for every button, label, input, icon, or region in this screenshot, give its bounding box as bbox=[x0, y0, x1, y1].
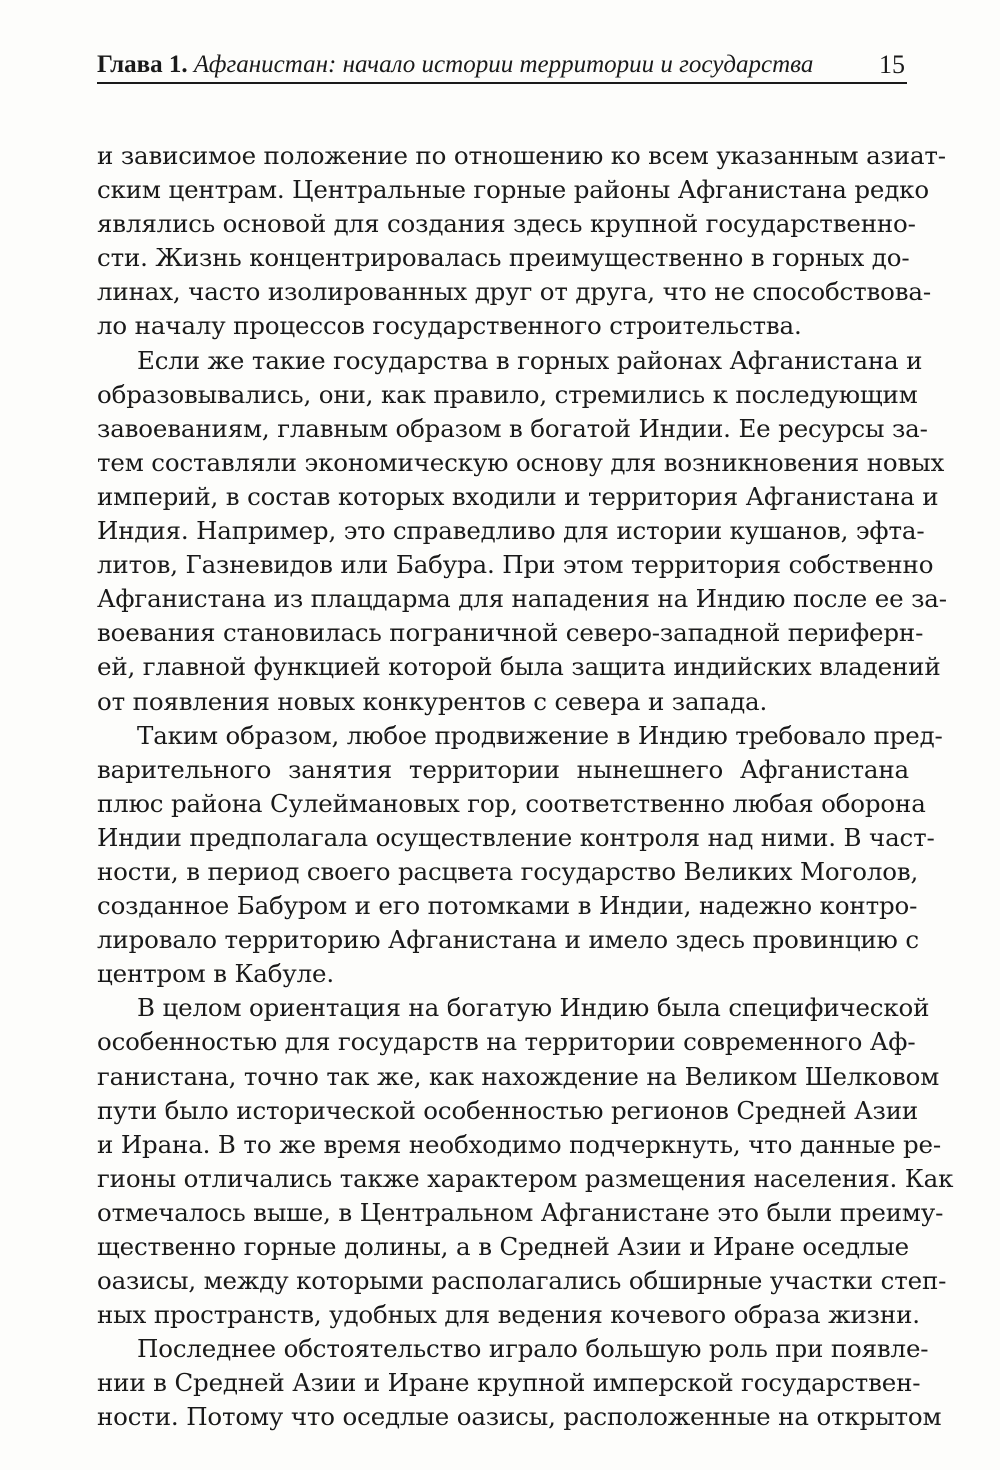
text-line: ей, главной функцией которой была защита индийских владений bbox=[97, 652, 941, 682]
text-line: Индии предполагала осуществление контроля над ними. В част- bbox=[97, 822, 935, 852]
page-number: 15 bbox=[879, 50, 905, 79]
text-line: образовывались, они, как правило, стремились к последующим bbox=[97, 379, 918, 409]
text-line: являлись основой для создания здесь крупной государственно- bbox=[97, 209, 916, 239]
text-line: и зависимое положение по отношению ко всем указанным азиат- bbox=[97, 141, 946, 170]
text-line: пути было исторической особенностью регионов Средней Азии bbox=[97, 1095, 919, 1125]
text-line: Если же такие государства в горных районах Афганистана и bbox=[137, 345, 923, 375]
text-line: центром в Кабуле. bbox=[97, 959, 335, 989]
paragraph bbox=[97, 719, 943, 992]
paragraph bbox=[97, 991, 954, 1332]
text-line: щественно горные долины, а в Средней Азии и Иране оседлые bbox=[97, 1232, 909, 1261]
text-line: сти. Жизнь концентрировалась преимущественно в горных до- bbox=[97, 243, 910, 273]
text-line: завоеваниям, главным образом в богатой Индии. Ее ресурсы за- bbox=[97, 413, 928, 443]
text-line: империй, в состав которых входили и территория Афганистана и bbox=[97, 481, 939, 511]
text-line: лировало территорию Афганистана и имело здесь провинцию с bbox=[97, 925, 919, 955]
body-text bbox=[97, 139, 954, 1435]
text-line: ности, в период своего расцвета государство Великих Моголов, bbox=[97, 856, 919, 886]
text-line: тем составляли экономическую основу для возникновения новых bbox=[97, 447, 945, 477]
text-line: В целом ориентация на богатую Индию была специфической bbox=[137, 993, 930, 1023]
text-line: ганистана, точно так же, как нахождение на Великом Шелковом bbox=[97, 1061, 940, 1091]
text-line: воевания становилась пограничной северо-западной периферн- bbox=[97, 618, 924, 648]
text-line: отмечалось выше, в Центральном Афганистане это были преиму- bbox=[97, 1197, 944, 1227]
text-line: созданное Бабуром и его потомками в Индии, надежно контро- bbox=[97, 891, 918, 921]
paragraph bbox=[97, 139, 946, 344]
text-line: нии в Средней Азии и Иране крупной имперской государствен- bbox=[97, 1368, 921, 1398]
text-line: и Ирана. В то же время необходимо подчеркнуть, что данные ре- bbox=[97, 1129, 941, 1159]
text-line: Афганистана из плацдарма для нападения на Индию после ее за- bbox=[97, 584, 947, 614]
text-line: ности. Потому что оседлые оазисы, расположенные на открытом bbox=[97, 1402, 942, 1432]
text-line: особенностью для государств на территории современного Аф- bbox=[97, 1027, 916, 1057]
running-head bbox=[97, 50, 907, 84]
text-line: гионы отличались также характером размещения населения. Как bbox=[97, 1163, 954, 1193]
chapter-number: Глава 1. bbox=[97, 51, 188, 78]
chapter-title: Афганистан: начало истории территории и государства bbox=[193, 51, 814, 78]
text-line: линах, часто изолированных друг от друга, что не способствова- bbox=[97, 277, 932, 307]
text-line: Последнее обстоятельство играло большую роль при появле- bbox=[137, 1334, 929, 1364]
paragraph bbox=[97, 1332, 942, 1434]
text-line: ных пространств, удобных для ведения кочевого образа жизни. bbox=[97, 1300, 920, 1330]
text-line: литов, Газневидов или Бабура. При этом территория собственно bbox=[97, 550, 934, 580]
text-line: ским центрам. Центральные горные районы Афганистана редко bbox=[97, 175, 929, 205]
text-line: Таким образом, любое продвижение в Индию требовало пред- bbox=[137, 720, 943, 750]
text-line: Индия. Например, это справедливо для истории кушанов, эфта- bbox=[97, 516, 925, 546]
text-line: плюс района Сулеймановых гор, соответственно любая оборона bbox=[97, 788, 926, 818]
paragraph bbox=[97, 344, 947, 719]
text-line: оазисы, между которыми располагались обширные участки степ- bbox=[97, 1266, 947, 1296]
text-line: варительного занятия территории нынешнего Афганистана bbox=[97, 754, 909, 784]
text-line: от появления новых конкурентов с севера и запада. bbox=[97, 686, 768, 716]
text-line: ло началу процессов государственного строительства. bbox=[97, 311, 802, 341]
